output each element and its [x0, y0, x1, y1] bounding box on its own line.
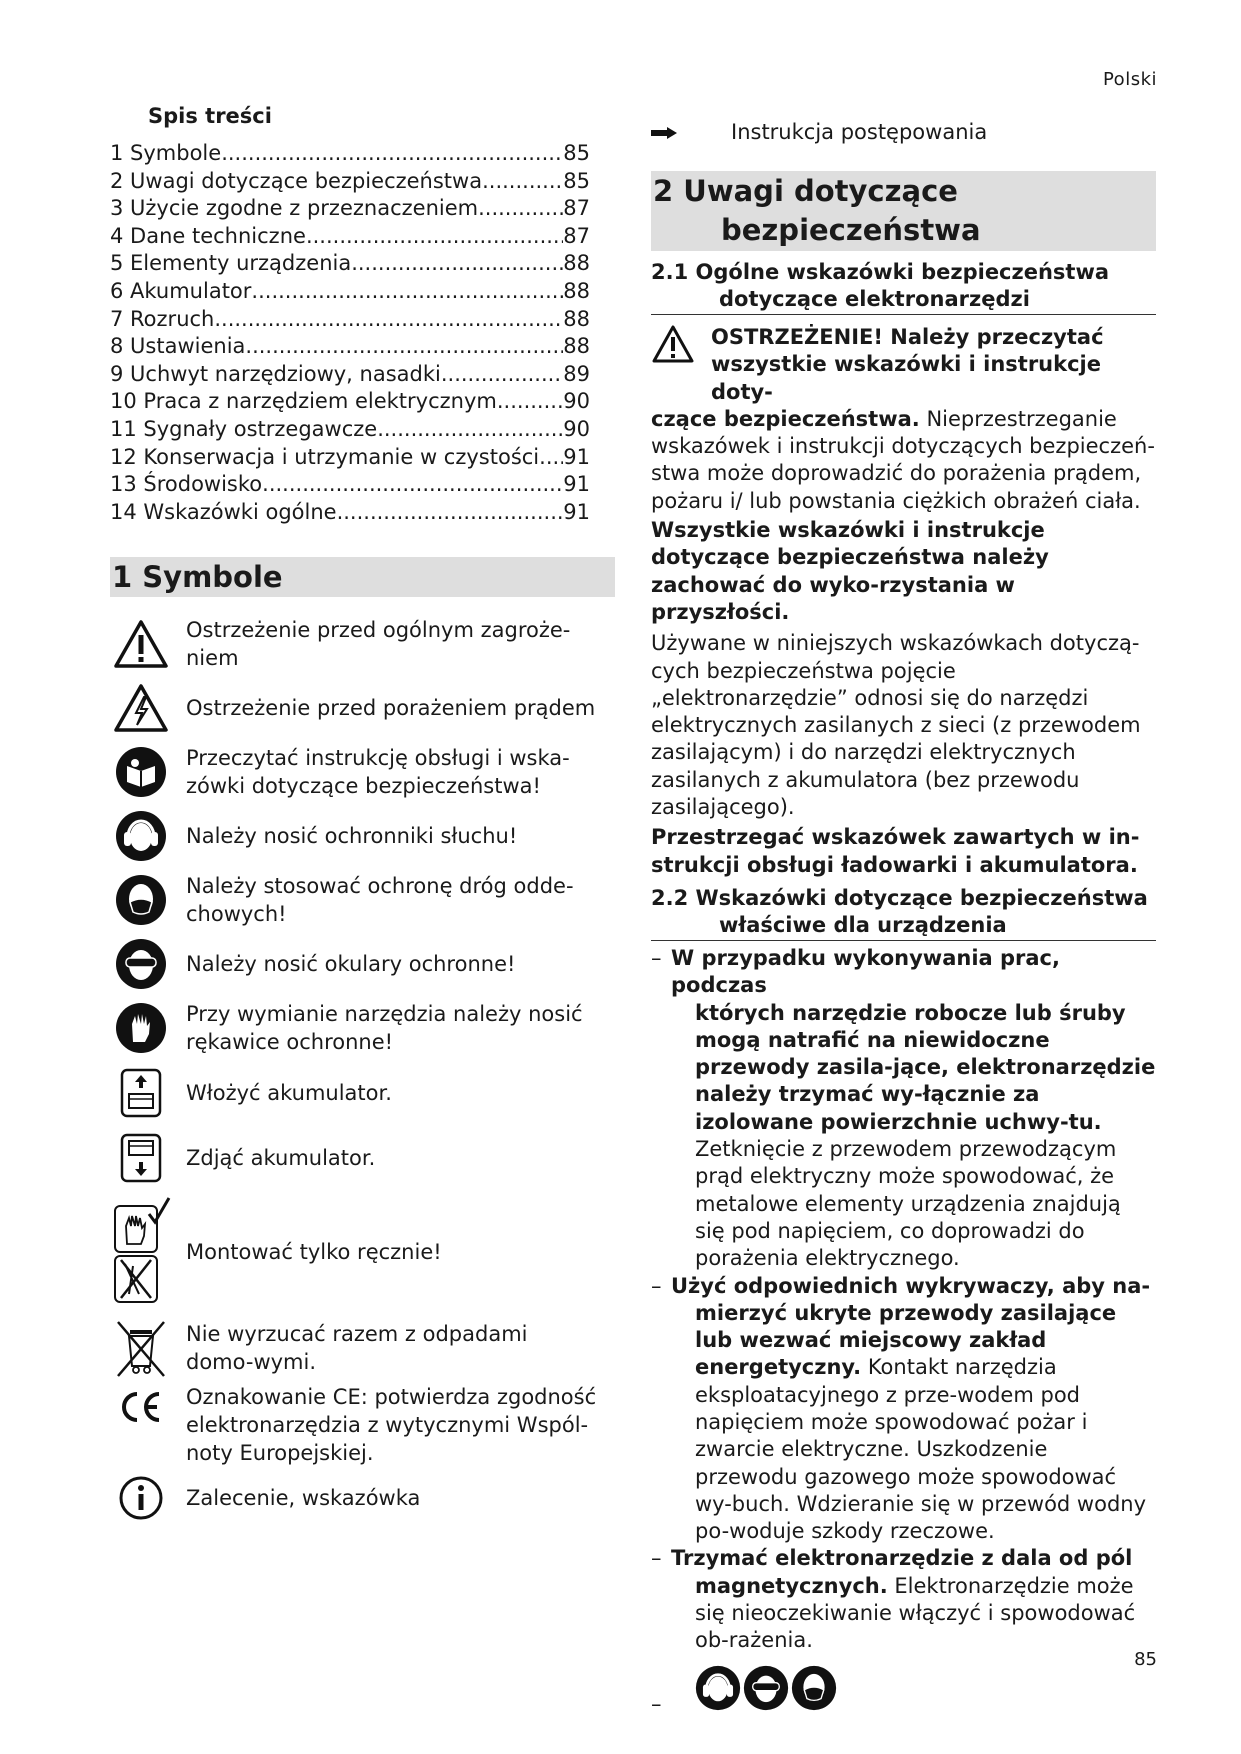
eye-protection-icon: [110, 938, 172, 990]
safety-bullets: [651, 945, 1156, 1718]
read-manual-icon: [110, 746, 172, 798]
protective-gloves-icon: [110, 1002, 172, 1054]
toc-title: Spis treści: [148, 104, 272, 128]
symbol-row: Ostrzeżenie przed porażeniem prądem: [110, 677, 615, 739]
section-heading-symbols: 1 Symbole: [110, 557, 615, 597]
toc-item[interactable]: 4 Dane techniczne ..... 87: [110, 223, 590, 251]
info-icon: [110, 1475, 172, 1521]
subsection-heading-2-1: 2.1 Ogólne wskazówki bezpieczeństwa dotyczące elektronarzędzi: [651, 259, 1156, 315]
symbol-row: Włożyć akumulator.: [110, 1061, 615, 1125]
symbol-row: Należy nosić ochronniki słuchu!: [110, 805, 615, 867]
symbol-row: Zdjąć akumulator.: [110, 1125, 615, 1191]
respiratory-protection-icon: [110, 874, 172, 926]
ce-mark-icon: [110, 1383, 172, 1423]
arrow-right-icon: [651, 119, 731, 146]
toc-item[interactable]: 1 Symbole ..... 85: [110, 140, 590, 168]
charger-note: Przestrzegać wskazówek zawartych w in-strukcji obsługi ładowarki i akumulatora.: [651, 825, 1140, 877]
toc-item[interactable]: 11 Sygnały ostrzegawcze ..... 90: [110, 416, 590, 444]
keep-instructions-note: Wszystkie wskazówki i instrukcje dotyczące bezpieczeństwa należy zachować do wyko-rzystania w przyszłości.: [651, 518, 1049, 624]
respiratory-protection-icon: [791, 1665, 837, 1718]
general-warning-icon: [110, 619, 172, 669]
section-heading-safety: 2 Uwagi dotyczące bezpieczeństwa: [651, 171, 1156, 251]
symbol-row: Montować tylko ręcznie!: [110, 1191, 615, 1313]
definition-paragraph: Używane w niniejszych wskazówkach dotyczą-cych bezpieczeństwa pojęcie „elektronarzędzie” odnosi się do narzędzi elektrycznych zasilanych z sieci (z przewodem zasilającym) i do narzędzi elektrycznych zasilanych z akumulatora (bez przewodu zasilającego).: [651, 631, 1141, 820]
symbol-row: Ostrzeżenie przed ogólnym zagroże-niem: [110, 611, 615, 677]
insert-battery-icon: [110, 1068, 172, 1118]
list-item: – W przypadku wykonywania prac, podczas których narzędzie robocze lub śruby mogą natrafić na niewidoczne przewody zasila-jące, elektronarzędzie należy trzymać wy-łącznie za izolowane powierzchnie uchwy-tu. Zetknięcie z przewodem przewodzącym prąd elektryczny może spowodować, że metalowe elementy urządzenia znajdują się pod napięciem, co doprowadzi do porażenia elektrycznego.: [651, 945, 1156, 1271]
symbol-row: Przy wymianie narzędzia należy nosić rękawice ochronne!: [110, 995, 615, 1061]
electric-shock-warning-icon: [110, 683, 172, 733]
toc-item[interactable]: 14 Wskazówki ogólne ..... 91: [110, 499, 590, 527]
warning-block: OSTRZEŻENIE! Należy przeczytać wszystkie wskazówki i instrukcje doty- czące bezpieczeństwa. Nieprzestrzeganie wskazówek i instrukcji dotyczących bezpieczeń-stwa może doprowadzić do porażenia prądem, pożaru i/ lub powstania ciężkich obrażeń ciała.: [651, 325, 1155, 513]
symbol-row: Przeczytać instrukcję obsługi i wska-zówki dotyczące bezpieczeństwa!: [110, 739, 615, 805]
toc-item[interactable]: 7 Rozruch ..... 88: [110, 306, 590, 334]
toc-item[interactable]: 8 Ustawienia ..... 88: [110, 333, 590, 361]
table-of-contents: [110, 140, 615, 526]
right-column: [651, 118, 1156, 1718]
weee-bin-icon: [110, 1318, 172, 1378]
toc-item[interactable]: 3 Użycie zgodne z przeznaczeniem ..... 87: [110, 195, 590, 223]
instruction-label: Instrukcja postępowania: [731, 120, 988, 145]
toc-item[interactable]: 9 Uchwyt narzędziowy, nasadki ..... 89: [110, 361, 590, 389]
page-number: 85: [1134, 1649, 1157, 1670]
toc-item[interactable]: 10 Praca z narzędziem elektrycznym ..... 90: [110, 388, 590, 416]
symbol-row: Nie wyrzucać razem z odpadami domo-wymi.: [110, 1313, 615, 1383]
ear-protection-icon: [695, 1665, 741, 1718]
list-item: – Trzymać elektronarzędzie z dala od pól magnetycznych. Elektronarzędzie może się nieoczekiwanie włączyć i spowodować ob-rażenia.: [651, 1546, 1136, 1653]
remove-battery-icon: [110, 1133, 172, 1183]
toc-item[interactable]: 5 Elementy urządzenia ..... 88: [110, 250, 590, 278]
symbol-row: Oznakowanie CE: potwierdza zgodność elektronarzędzia z wytycznymi Wspól-noty Europejskiej.: [110, 1383, 615, 1467]
symbol-list: [110, 611, 615, 1529]
hand-tighten-only-icon: [110, 1196, 172, 1308]
list-item: – Użyć odpowiednich wykrywaczy, aby na- mierzyć ukryte przewody zasilające lub wezwać miejscowy zakład energetyczny. Kontakt narzędzia eksploatacyjnego z prze-wodem pod napięciem może spowodować pożar i zwarcie elektryczne. Uszkodzenie przewodu gazowego może spowodować wy-buch. Wdzieranie się w przewód wodny po-woduje szkody rzeczowe.: [651, 1273, 1151, 1544]
subsection-heading-2-2: 2.2 Wskazówki dotyczące bezpieczeństwa właściwe dla urządzenia: [651, 885, 1156, 941]
instruction-legend: [651, 118, 1156, 148]
ear-protection-icon: [110, 810, 172, 862]
general-warning-icon: [651, 324, 711, 406]
left-column: [110, 104, 615, 1529]
eye-protection-icon: [743, 1665, 789, 1718]
toc-item[interactable]: 12 Konserwacja i utrzymanie w czystości ..... 91: [110, 444, 590, 472]
toc-item[interactable]: 6 Akumulator ..... 88: [110, 278, 590, 306]
toc-item[interactable]: 13 Środowisko ..... 91: [110, 471, 590, 499]
symbol-row: Zalecenie, wskazówka: [110, 1467, 615, 1529]
toc-item[interactable]: 2 Uwagi dotyczące bezpieczeństwa ..... 85: [110, 168, 590, 196]
language-label: Polski: [1102, 69, 1157, 90]
symbol-row: Należy nosić okulary ochronne!: [110, 933, 615, 995]
ppe-icons-row: –: [651, 1665, 1156, 1718]
symbol-row: Należy stosować ochronę dróg odde-chowych!: [110, 867, 615, 933]
